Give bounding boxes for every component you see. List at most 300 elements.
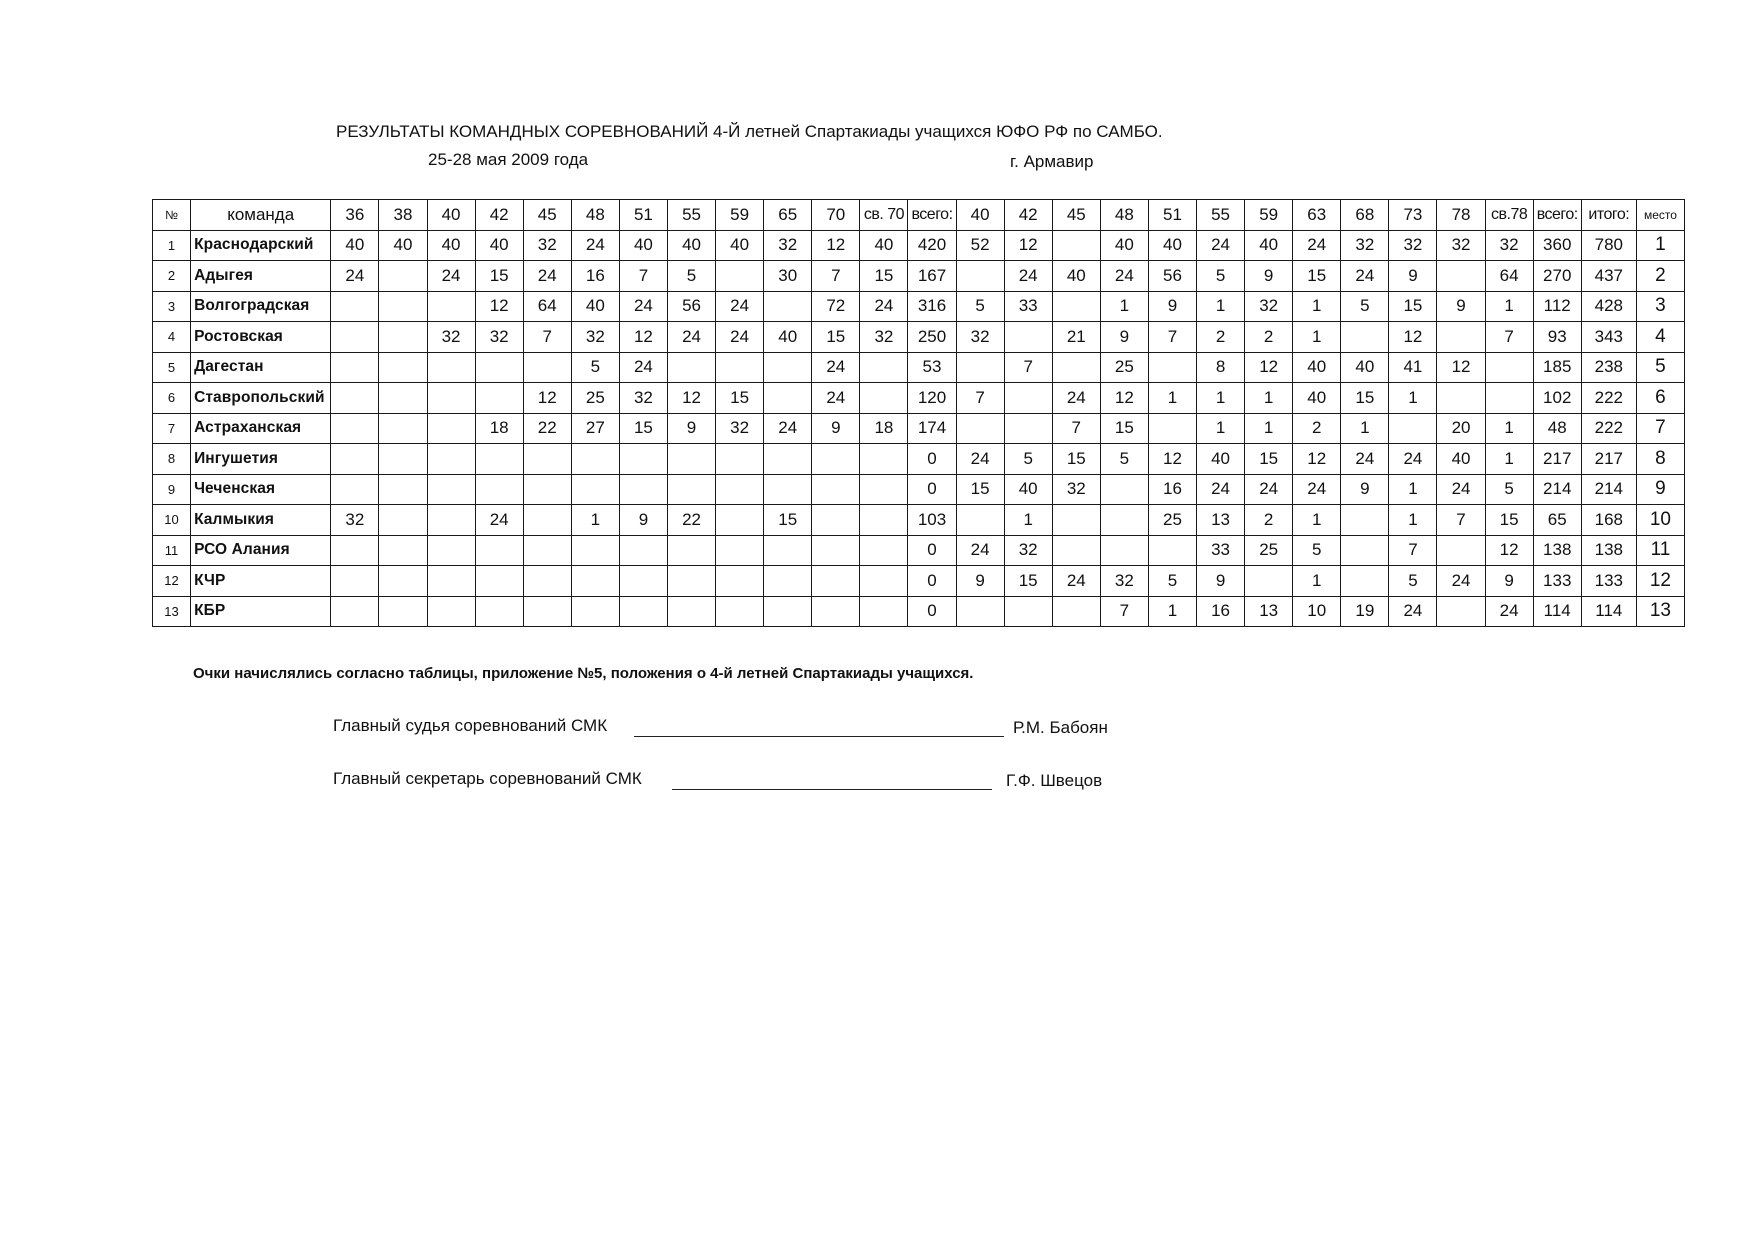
- score-cell: 5: [1197, 261, 1245, 292]
- score-cell: 1: [1485, 291, 1533, 322]
- score-cell: 27: [571, 413, 619, 444]
- score-cell: [331, 535, 379, 566]
- score-cell: 167: [908, 261, 956, 292]
- score-cell: 40: [1293, 383, 1341, 414]
- table-header-cell: 45: [1052, 200, 1100, 231]
- score-cell: 33: [1197, 535, 1245, 566]
- score-cell: 2: [1245, 505, 1293, 536]
- score-cell: 5: [1341, 291, 1389, 322]
- score-cell: [379, 444, 427, 475]
- score-cell: 5: [667, 261, 715, 292]
- score-cell: 9: [1197, 566, 1245, 597]
- score-cell: [764, 291, 812, 322]
- score-cell: [331, 596, 379, 627]
- score-cell: 316: [908, 291, 956, 322]
- score-cell: 40: [1004, 474, 1052, 505]
- chief-judge-name: Р.М. Бабоян: [1013, 718, 1108, 737]
- score-cell: 72: [812, 291, 860, 322]
- row-number-cell: 1: [153, 230, 191, 261]
- team-name-cell: Калмыкия: [191, 505, 331, 536]
- table-header-cell: команда: [191, 200, 331, 231]
- table-header-cell: 45: [523, 200, 571, 231]
- score-cell: 32: [1485, 230, 1533, 261]
- score-cell: [1100, 505, 1148, 536]
- chief-secretary-name: Г.Ф. Швецов: [1006, 771, 1103, 790]
- score-cell: 32: [619, 383, 667, 414]
- score-cell: [1052, 505, 1100, 536]
- score-cell: [475, 444, 523, 475]
- score-cell: [331, 413, 379, 444]
- score-cell: 40: [1293, 352, 1341, 383]
- score-cell: [619, 566, 667, 597]
- score-cell: 24: [1100, 261, 1148, 292]
- score-cell: [860, 444, 908, 475]
- score-cell: 1: [1293, 322, 1341, 353]
- score-cell: 168: [1581, 505, 1636, 536]
- table-header-cell: св. 70: [860, 200, 908, 231]
- score-cell: [956, 596, 1004, 627]
- score-cell: [1052, 596, 1100, 627]
- score-cell: [1004, 596, 1052, 627]
- table-row: [153, 383, 1685, 414]
- score-cell: [1245, 566, 1293, 597]
- table-header-cell: 73: [1389, 200, 1437, 231]
- score-cell: [379, 566, 427, 597]
- score-cell: [475, 596, 523, 627]
- score-cell: 24: [1293, 230, 1341, 261]
- score-cell: 5: [1148, 566, 1196, 597]
- score-cell: 7: [1148, 322, 1196, 353]
- score-cell: 1: [1293, 566, 1341, 597]
- score-cell: 270: [1533, 261, 1581, 292]
- score-cell: [427, 596, 475, 627]
- table-header-cell: место: [1636, 200, 1684, 231]
- score-cell: 24: [956, 535, 1004, 566]
- score-cell: 1: [1004, 505, 1052, 536]
- chief-judge-signature-line: [634, 736, 1004, 737]
- table-header-cell: 42: [1004, 200, 1052, 231]
- table-row: [153, 566, 1685, 597]
- row-number-cell: 6: [153, 383, 191, 414]
- score-cell: [716, 261, 764, 292]
- table-header-cell: итого:: [1581, 200, 1636, 231]
- score-cell: 1: [1100, 291, 1148, 322]
- score-cell: [812, 444, 860, 475]
- row-number-cell: 11: [153, 535, 191, 566]
- score-cell: 32: [1100, 566, 1148, 597]
- score-cell: 5: [1293, 535, 1341, 566]
- score-cell: [379, 322, 427, 353]
- score-cell: 1: [1389, 474, 1437, 505]
- score-cell: 9: [956, 566, 1004, 597]
- score-cell: 16: [571, 261, 619, 292]
- score-cell: 437: [1581, 261, 1636, 292]
- team-name-cell: Дагестан: [191, 352, 331, 383]
- table-header-cell: 65: [764, 200, 812, 231]
- score-cell: 15: [812, 322, 860, 353]
- score-cell: 1: [1485, 413, 1533, 444]
- table-header-cell: 48: [1100, 200, 1148, 231]
- score-cell: 13: [1245, 596, 1293, 627]
- score-cell: 21: [1052, 322, 1100, 353]
- score-cell: 0: [908, 596, 956, 627]
- score-cell: [812, 596, 860, 627]
- score-cell: 33: [1004, 291, 1052, 322]
- score-cell: [523, 474, 571, 505]
- score-cell: [956, 261, 1004, 292]
- score-cell: 40: [716, 230, 764, 261]
- score-cell: 64: [523, 291, 571, 322]
- score-cell: [764, 474, 812, 505]
- table-row: [153, 535, 1685, 566]
- score-cell: [860, 535, 908, 566]
- score-cell: 5: [1485, 474, 1533, 505]
- score-cell: 217: [1581, 444, 1636, 475]
- score-cell: [331, 322, 379, 353]
- score-cell: 12: [1245, 352, 1293, 383]
- table-row: [153, 291, 1685, 322]
- score-cell: 2: [1197, 322, 1245, 353]
- score-cell: 7: [1004, 352, 1052, 383]
- chief-judge-role: Главный судья соревнований СМК: [333, 716, 608, 735]
- place-cell: 6: [1636, 383, 1684, 414]
- score-cell: [1100, 474, 1148, 505]
- score-cell: [860, 474, 908, 505]
- score-cell: 0: [908, 535, 956, 566]
- score-cell: 24: [475, 505, 523, 536]
- score-cell: 25: [1245, 535, 1293, 566]
- table-header-cell: 51: [619, 200, 667, 231]
- score-cell: 24: [812, 383, 860, 414]
- table-row: [153, 352, 1685, 383]
- score-cell: 16: [1148, 474, 1196, 505]
- score-cell: [716, 596, 764, 627]
- score-cell: [571, 474, 619, 505]
- score-cell: [427, 535, 475, 566]
- score-cell: [1437, 383, 1485, 414]
- score-cell: [427, 566, 475, 597]
- score-cell: 15: [716, 383, 764, 414]
- score-cell: 1: [1293, 505, 1341, 536]
- score-cell: [475, 535, 523, 566]
- row-number-cell: 13: [153, 596, 191, 627]
- score-cell: [1341, 566, 1389, 597]
- table-header-cell: №: [153, 200, 191, 231]
- table-header-cell: 63: [1293, 200, 1341, 231]
- score-cell: [1341, 505, 1389, 536]
- score-cell: 24: [1004, 261, 1052, 292]
- table-header-cell: 36: [331, 200, 379, 231]
- score-cell: 40: [1148, 230, 1196, 261]
- score-cell: 1: [571, 505, 619, 536]
- score-cell: 1: [1197, 413, 1245, 444]
- score-cell: 30: [764, 261, 812, 292]
- score-cell: 7: [1437, 505, 1485, 536]
- score-cell: 25: [571, 383, 619, 414]
- score-cell: 138: [1581, 535, 1636, 566]
- score-cell: 32: [1245, 291, 1293, 322]
- score-cell: 40: [475, 230, 523, 261]
- score-cell: [1485, 352, 1533, 383]
- score-cell: 24: [716, 322, 764, 353]
- score-cell: [860, 505, 908, 536]
- score-cell: [619, 444, 667, 475]
- score-cell: [667, 566, 715, 597]
- score-cell: 12: [1293, 444, 1341, 475]
- score-cell: 0: [908, 444, 956, 475]
- team-name-cell: КЧР: [191, 566, 331, 597]
- row-number-cell: 7: [153, 413, 191, 444]
- score-cell: 5: [571, 352, 619, 383]
- score-cell: 32: [956, 322, 1004, 353]
- score-cell: 24: [812, 352, 860, 383]
- team-name-cell: Волгоградская: [191, 291, 331, 322]
- place-cell: 10: [1636, 505, 1684, 536]
- score-cell: 9: [1148, 291, 1196, 322]
- score-cell: 15: [619, 413, 667, 444]
- score-cell: 102: [1533, 383, 1581, 414]
- score-cell: 15: [1485, 505, 1533, 536]
- score-cell: [764, 444, 812, 475]
- score-cell: 32: [571, 322, 619, 353]
- score-cell: [1437, 596, 1485, 627]
- score-cell: [1052, 291, 1100, 322]
- score-cell: 7: [1389, 535, 1437, 566]
- score-cell: [379, 535, 427, 566]
- score-cell: [427, 505, 475, 536]
- score-cell: [379, 261, 427, 292]
- table-header-cell: св.78: [1485, 200, 1533, 231]
- score-cell: [1437, 322, 1485, 353]
- score-cell: 53: [908, 352, 956, 383]
- score-cell: 12: [523, 383, 571, 414]
- competition-city: г. Армавир: [1010, 152, 1094, 171]
- score-cell: 24: [1052, 383, 1100, 414]
- score-cell: [523, 352, 571, 383]
- score-cell: 15: [860, 261, 908, 292]
- score-cell: 9: [1485, 566, 1533, 597]
- score-cell: 7: [523, 322, 571, 353]
- score-cell: [331, 352, 379, 383]
- score-cell: 32: [860, 322, 908, 353]
- table-header-cell: 42: [475, 200, 523, 231]
- place-cell: 1: [1636, 230, 1684, 261]
- score-cell: 15: [475, 261, 523, 292]
- place-cell: 12: [1636, 566, 1684, 597]
- score-cell: [956, 352, 1004, 383]
- score-cell: [427, 352, 475, 383]
- score-cell: 18: [475, 413, 523, 444]
- row-number-cell: 8: [153, 444, 191, 475]
- score-cell: 214: [1581, 474, 1636, 505]
- row-number-cell: 5: [153, 352, 191, 383]
- score-cell: [379, 596, 427, 627]
- score-cell: 22: [523, 413, 571, 444]
- score-cell: 12: [1100, 383, 1148, 414]
- score-cell: 1: [1485, 444, 1533, 475]
- score-cell: 114: [1581, 596, 1636, 627]
- table-header-cell: 55: [1197, 200, 1245, 231]
- score-cell: 32: [1341, 230, 1389, 261]
- score-cell: [571, 535, 619, 566]
- score-cell: [1004, 383, 1052, 414]
- table-row: [153, 444, 1685, 475]
- score-cell: 24: [1197, 474, 1245, 505]
- score-cell: [523, 596, 571, 627]
- table-row: [153, 596, 1685, 627]
- score-cell: 32: [764, 230, 812, 261]
- score-cell: 174: [908, 413, 956, 444]
- score-cell: [860, 596, 908, 627]
- table-header-cell: 40: [956, 200, 1004, 231]
- score-cell: 15: [1245, 444, 1293, 475]
- table-header-cell: всего:: [1533, 200, 1581, 231]
- score-cell: 780: [1581, 230, 1636, 261]
- score-cell: 112: [1533, 291, 1581, 322]
- score-cell: 185: [1533, 352, 1581, 383]
- score-cell: 114: [1533, 596, 1581, 627]
- score-cell: [716, 535, 764, 566]
- score-cell: 56: [1148, 261, 1196, 292]
- score-cell: 32: [1437, 230, 1485, 261]
- score-cell: [860, 352, 908, 383]
- score-cell: 24: [1245, 474, 1293, 505]
- score-cell: [956, 505, 1004, 536]
- score-cell: 5: [1004, 444, 1052, 475]
- score-cell: 10: [1293, 596, 1341, 627]
- score-cell: 19: [1341, 596, 1389, 627]
- score-cell: [427, 291, 475, 322]
- score-cell: 133: [1581, 566, 1636, 597]
- score-cell: 32: [1004, 535, 1052, 566]
- score-cell: [860, 566, 908, 597]
- score-cell: 24: [1293, 474, 1341, 505]
- score-cell: [619, 474, 667, 505]
- score-cell: 32: [475, 322, 523, 353]
- score-cell: 41: [1389, 352, 1437, 383]
- score-cell: 40: [667, 230, 715, 261]
- score-cell: 24: [1052, 566, 1100, 597]
- score-cell: 9: [1100, 322, 1148, 353]
- score-cell: 15: [1052, 444, 1100, 475]
- score-cell: 12: [1148, 444, 1196, 475]
- score-cell: 9: [1389, 261, 1437, 292]
- row-number-cell: 4: [153, 322, 191, 353]
- score-cell: 0: [908, 566, 956, 597]
- score-cell: 1: [1197, 291, 1245, 322]
- score-cell: 24: [1341, 444, 1389, 475]
- score-cell: 32: [523, 230, 571, 261]
- score-cell: 22: [667, 505, 715, 536]
- score-cell: 12: [1485, 535, 1533, 566]
- score-cell: 24: [1389, 444, 1437, 475]
- score-cell: 40: [571, 291, 619, 322]
- score-cell: 120: [908, 383, 956, 414]
- score-cell: 9: [1341, 474, 1389, 505]
- score-cell: [956, 413, 1004, 444]
- score-cell: [571, 566, 619, 597]
- score-cell: [860, 383, 908, 414]
- score-cell: 24: [764, 413, 812, 444]
- score-cell: 20: [1437, 413, 1485, 444]
- score-cell: 7: [1052, 413, 1100, 444]
- team-name-cell: Астраханская: [191, 413, 331, 444]
- score-cell: 56: [667, 291, 715, 322]
- table-row: [153, 261, 1685, 292]
- row-number-cell: 3: [153, 291, 191, 322]
- score-cell: [716, 474, 764, 505]
- score-cell: 15: [1341, 383, 1389, 414]
- team-name-cell: Ингушетия: [191, 444, 331, 475]
- score-cell: [1389, 413, 1437, 444]
- score-cell: [379, 413, 427, 444]
- score-cell: 24: [1485, 596, 1533, 627]
- row-number-cell: 2: [153, 261, 191, 292]
- score-cell: [716, 505, 764, 536]
- score-cell: 40: [1197, 444, 1245, 475]
- score-cell: 48: [1533, 413, 1581, 444]
- score-cell: 40: [1100, 230, 1148, 261]
- score-cell: [331, 444, 379, 475]
- score-cell: [619, 535, 667, 566]
- table-header-cell: 40: [427, 200, 475, 231]
- place-cell: 4: [1636, 322, 1684, 353]
- score-cell: 24: [571, 230, 619, 261]
- score-cell: 12: [667, 383, 715, 414]
- score-cell: 9: [812, 413, 860, 444]
- score-cell: 13: [1197, 505, 1245, 536]
- score-cell: 24: [1389, 596, 1437, 627]
- score-cell: 1: [1245, 413, 1293, 444]
- score-cell: 24: [619, 291, 667, 322]
- team-name-cell: Ставропольский: [191, 383, 331, 414]
- table-header-cell: 51: [1148, 200, 1196, 231]
- score-cell: 1: [1293, 291, 1341, 322]
- table-row: [153, 230, 1685, 261]
- row-number-cell: 12: [153, 566, 191, 597]
- score-cell: [716, 352, 764, 383]
- team-name-cell: КБР: [191, 596, 331, 627]
- score-cell: 24: [860, 291, 908, 322]
- score-cell: [475, 566, 523, 597]
- score-cell: 40: [1052, 261, 1100, 292]
- score-cell: [812, 505, 860, 536]
- score-cell: 15: [1293, 261, 1341, 292]
- place-cell: 3: [1636, 291, 1684, 322]
- score-cell: 9: [619, 505, 667, 536]
- score-cell: 24: [1197, 230, 1245, 261]
- score-cell: 40: [427, 230, 475, 261]
- score-cell: 15: [1389, 291, 1437, 322]
- place-cell: 8: [1636, 444, 1684, 475]
- table-header-cell: 59: [1245, 200, 1293, 231]
- score-cell: [667, 535, 715, 566]
- score-cell: 24: [523, 261, 571, 292]
- row-number-cell: 9: [153, 474, 191, 505]
- score-cell: [764, 383, 812, 414]
- score-cell: [1341, 322, 1389, 353]
- score-cell: 12: [1004, 230, 1052, 261]
- score-cell: [716, 444, 764, 475]
- score-cell: [667, 352, 715, 383]
- score-cell: [667, 444, 715, 475]
- score-cell: 2: [1245, 322, 1293, 353]
- score-cell: 7: [619, 261, 667, 292]
- score-cell: 103: [908, 505, 956, 536]
- score-cell: 7: [1100, 596, 1148, 627]
- score-cell: [379, 352, 427, 383]
- score-cell: 32: [716, 413, 764, 444]
